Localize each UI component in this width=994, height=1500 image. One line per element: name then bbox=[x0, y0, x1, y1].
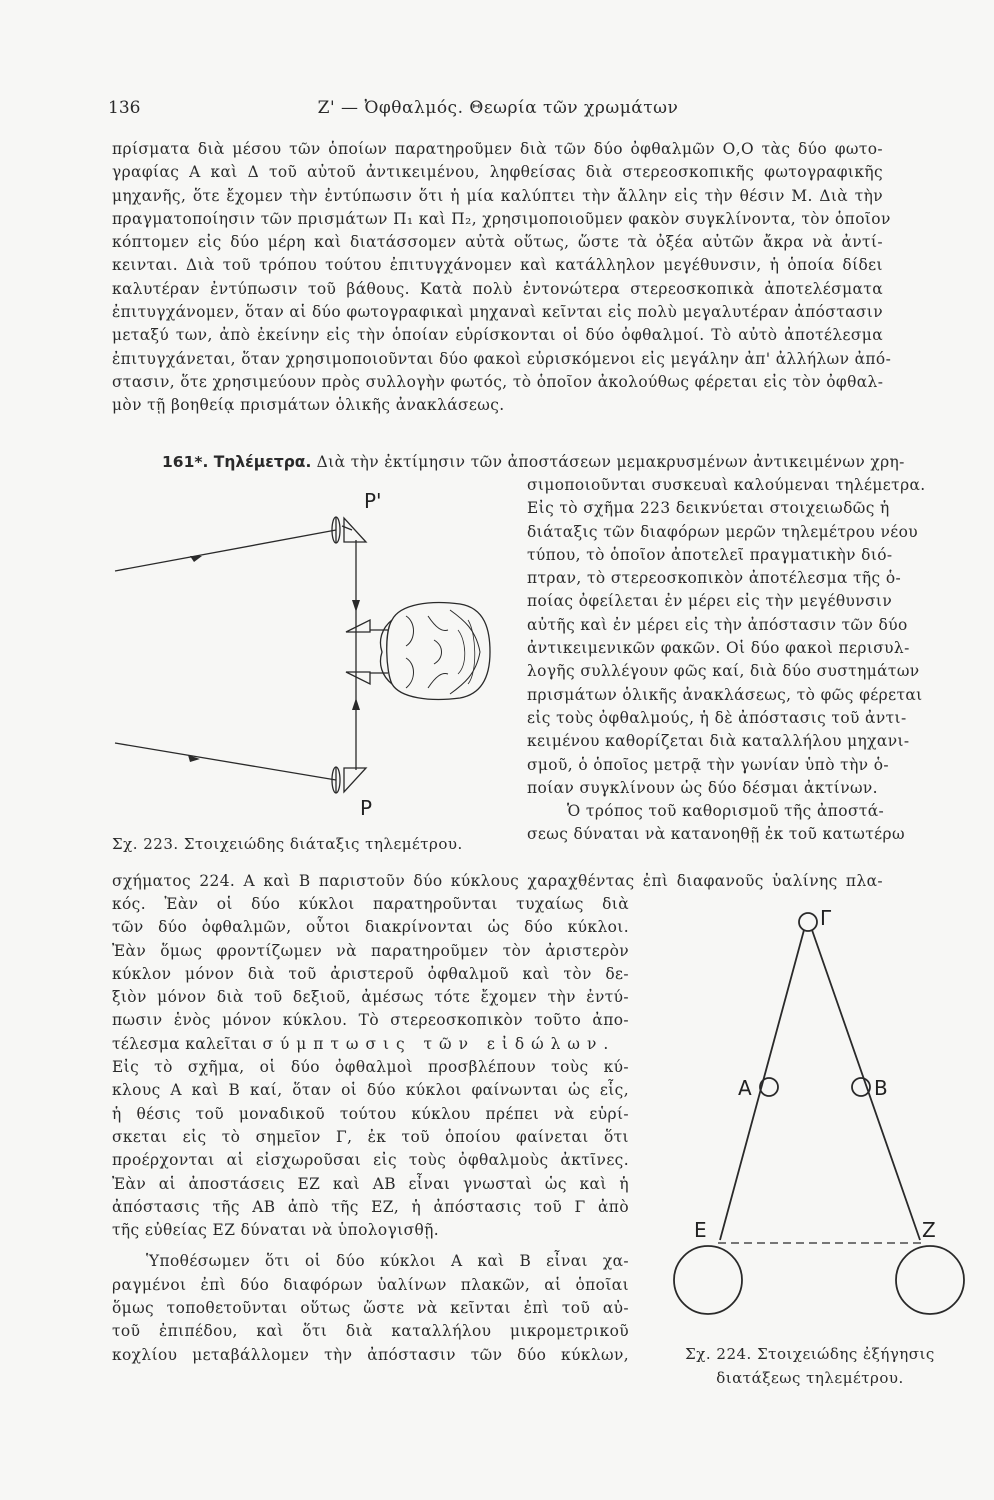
text-line: μὸν τῇ βοηθείᾳ πρισμάτων ὁλικῆς ἀνακλάσεως. bbox=[112, 396, 505, 415]
text-line: τύπου, τὸ ὁποῖον ἀποτελεῖ πραγματικὴν διό- bbox=[527, 545, 893, 564]
text-line: σκεται εἰς τὸ σημεῖον Γ, ἐκ τοῦ ὁποίου φαίνεται ὅτι bbox=[112, 1127, 629, 1146]
text-line: σιμοποιοῦνται συσκευαὶ καλούμεναι τηλέμετρα. bbox=[527, 476, 926, 494]
text-line: ποίας ὀφείλεται ἐν μέρει εἰς τὴν μεγέθυνσιν bbox=[527, 592, 893, 611]
running-header bbox=[108, 98, 888, 124]
text-line: ἐπιτυγχάνομεν, ὅταν αἱ δύο φωτογραφικαὶ μηχαναὶ κεῖνται εἰς πολὺ μεγαλυτέραν ἀπόστασιν bbox=[112, 303, 883, 322]
text-line: τῶν δύο ὀφθαλμῶν, οὗτοι διακρίνονται ὡς δύο κύκλοι. bbox=[112, 918, 629, 937]
eyepiece-prism-top bbox=[346, 620, 370, 632]
text-line: κοχλίου μεταβάλλομεν τὴν ἀπόστασιν τῶν δύο κύκλων, bbox=[112, 1345, 629, 1364]
text-line: μεταξύ των, ἀπὸ ἐκείνην εἰς τὴν ὁποίαν εὑρίσκονται οἱ δύο ὀφθαλμοί. Τὸ αὐτὸ ἀποτέλεσμα bbox=[112, 326, 883, 345]
text-line: Ἐὰν ὅμως φροντίζωμεν νὰ παρατηροῦμεν τὸν ἀριστερὸν bbox=[112, 941, 629, 960]
text-line: διάταξις τῶν διαφόρων μερῶν τηλεμέτρου νέου bbox=[527, 522, 919, 541]
text-line: καλυτέραν ἐντύπωσιν τοῦ βάθους. Κατὰ πολὺ ἐντονώτερα στερεοσκοπικὰ ἀποτελέσματα bbox=[112, 279, 883, 298]
text-line bbox=[112, 1033, 629, 1056]
text-line: κλους Α καὶ Β καί, ὅταν οἱ δύο κύκλοι φαίνωνται ὡς εἷς, bbox=[112, 1081, 629, 1100]
text-line: τῆς εὐθείας ΕΖ δύναται νὰ ὑπολογισθῇ. bbox=[112, 1221, 440, 1240]
page-number: 136 bbox=[108, 98, 141, 118]
text-line: Εἰς τὸ σχῆμα 223 δεικνύεται στοιχειωδῶς ἡ bbox=[527, 499, 890, 518]
text-line: κύκλον μόνον διὰ τοῦ ἀριστεροῦ ὀφθαλμοῦ καὶ τὸν δε- bbox=[112, 964, 629, 983]
label-a: A bbox=[738, 1076, 752, 1100]
figure-224-caption-line1: Σχ. 224. Στοιχειώδης ἐξήγησις bbox=[685, 1345, 935, 1363]
paragraph-fig224-intro bbox=[112, 870, 883, 893]
figure-224-caption bbox=[660, 1345, 960, 1387]
top-prism bbox=[344, 518, 366, 542]
figure-224-triangulation-diagram bbox=[660, 895, 960, 1335]
text-line: μηχανῆς, ὅτε ἔχομεν τὴν ἐντύπωσιν ὅτι ἡ μία καλύπτει τὴν ἄλλην εἰς τὴν θέσιν Μ. Διὰ τὴν bbox=[112, 186, 883, 205]
text-line: κεινται. Διὰ τοῦ τρόπου τούτου ἐπιτυγχάνομεν καὶ κατάλληλον μεγέθυνσιν, ἡ ὁποία δίδει bbox=[112, 256, 883, 275]
right-eye-circle bbox=[896, 1246, 964, 1314]
text-line: ποίαν συγκλίνουν ὡς δύο δέσμαι ἀκτίνων. bbox=[527, 778, 878, 797]
text-line: πρισμάτων ὁλικῆς ἀνακλάσεως, τὸ φῶς φέρεται bbox=[527, 685, 923, 704]
text-line: ἀπόστασις τῆς ΑΒ ἀπὸ τῆς ΕΖ, ἡ ἀπόστασις τοῦ Γ ἀπὸ bbox=[112, 1197, 629, 1216]
label-gamma: Γ bbox=[820, 906, 832, 930]
text-line: αὐτῆς καὶ ἐν μέρει εἰς τὴν ἀπόστασιν τῶν δύο bbox=[527, 615, 908, 634]
text-line: σμοῦ, ὁ ὁποῖος μετρᾷ τὴν γωνίαν ὑπὸ τὴν ὁ- bbox=[527, 755, 889, 774]
figure-223-rangefinder-diagram bbox=[110, 480, 520, 825]
text-line: στασιν, ὅτε χρησιμεύουν πρὸς συλλογὴν φωτός, τὸ ὁποῖον ἀκολούθως φέρεται εἰς τὸν ὀφθαλ- bbox=[112, 372, 884, 391]
text-line: κός. Ἐὰν οἱ δύο κύκλοι παρατηροῦνται τυχαίως διὰ bbox=[112, 895, 629, 913]
text-line: κειμένου καθορίζεται διὰ καταλλήλου μηχανι- bbox=[527, 732, 910, 751]
label-p: P bbox=[360, 796, 373, 820]
text-line: ὅμως τοποθετοῦνται οὕτως ὥστε νὰ κεῖνται ἐπὶ τοῦ αὐ- bbox=[112, 1299, 629, 1318]
eyepiece-prism-bottom bbox=[346, 672, 370, 684]
figure-224-caption-line2: διατάξεως τηλεμέτρου. bbox=[716, 1369, 904, 1387]
circle-a bbox=[760, 1078, 778, 1096]
text-line: πτραν, τὸ στερεοσκοπικὸν ἀποτέλεσμα τῆς ὁ- bbox=[527, 569, 902, 588]
left-sight-line bbox=[720, 930, 804, 1240]
right-column-text bbox=[527, 474, 926, 847]
text-line: Ὁ τρόπος τοῦ καθορισμοῦ τῆς ἀποστά- bbox=[567, 802, 885, 821]
text-line: Ἐὰν αἱ ἀποστάσεις ΕΖ καὶ ΑΒ εἶναι γνωσταὶ ὡς καὶ ἡ bbox=[112, 1174, 629, 1193]
label-b: B bbox=[874, 1076, 888, 1100]
text-line: ἀντικειμενικῶν φακῶν. Οἱ δύο φακοὶ περισυλ- bbox=[527, 639, 910, 658]
figure-223-caption: Σχ. 223. Στοιχειώδης διάταξις τηλεμέτρου. bbox=[112, 835, 463, 853]
incoming-ray-bottom bbox=[115, 743, 336, 780]
text-line: προέρχονται αἱ εἰσχωροῦσαι εἰς τοὺς ὀφθαλμοὺς ἀκτῖνες. bbox=[112, 1151, 629, 1170]
text-line: πραγματοποίησιν τῶν πρισμάτων Π₁ καὶ Π₂, χρησιμοποιοῦμεν φακὸν συγκλίνοντα, τὸν ὁποῖον bbox=[112, 209, 891, 228]
spaced-term-prefix: τέλεσμα καλεῖται bbox=[112, 1034, 258, 1053]
left-column-text bbox=[112, 893, 629, 1367]
text-line: πωσιν ἑνὸς μόνον κύκλου. Τὸ στερεοσκοπικὸν τοῦτο ἀπο- bbox=[112, 1011, 629, 1030]
left-eye-circle bbox=[674, 1246, 742, 1314]
point-gamma-circle bbox=[799, 913, 817, 931]
label-z: Z bbox=[922, 1218, 936, 1242]
running-title: Ζ' — Ὀφθαλμός. Θεωρία τῶν χρωμάτων bbox=[317, 98, 679, 118]
text-line: Ὑποθέσωμεν ὅτι οἱ δύο κύκλοι Α καὶ Β εἶναι χα- bbox=[146, 1252, 629, 1271]
text-line: λογῆς συλλέγουν φῶς καί, διὰ δύο συστημάτων bbox=[527, 662, 920, 681]
text-line: ραγμένοι ἐπὶ δύο διαφόρων ὑαλίνων πλακῶν, αἱ ὁποῖαι bbox=[112, 1275, 629, 1294]
label-e: E bbox=[694, 1218, 707, 1242]
right-sight-line bbox=[812, 930, 920, 1240]
text-line: κόπτομεν εἰς δύο μέρη καὶ διατάσσομεν αὐτὰ οὕτως, ὥστε τὰ ὀξέα αὐτῶν ἄκρα νὰ ἀντί- bbox=[112, 233, 883, 252]
text-line: ἡ θέσις τοῦ μοναδικοῦ τούτου κύκλου πρέπει νὰ εὑρί- bbox=[112, 1104, 629, 1123]
text-line: ἐπιτυγχάνεται, ὅταν χρησιμοποιοῦνται δύο φακοὶ εὑρισκόμενοι εἰς μεγάλην ἀπ' ἀλλήλων ἀπό- bbox=[112, 349, 892, 368]
text-line: τοῦ ἐπιπέδου, καὶ ὅτι διὰ καταλλήλου μικρομετρικοῦ bbox=[112, 1322, 629, 1341]
label-p-prime: P' bbox=[364, 489, 382, 513]
section-heading: 161*. Τηλέμετρα. bbox=[162, 453, 312, 471]
text-line: εἰς τοὺς ὀφθαλμούς, ἡ δὲ ἀπόστασις τοῦ ἀντι- bbox=[527, 708, 907, 727]
spaced-term: σύμπτωσις τῶν εἰδώλων. bbox=[262, 1034, 616, 1053]
incoming-ray-top bbox=[115, 530, 336, 571]
text-line: Εἰς τὸ σχῆμα, οἱ δύο ὀφθαλμοὶ προσβλέπουν τοὺς κύ- bbox=[112, 1058, 629, 1077]
paragraph-prisms bbox=[112, 138, 892, 418]
section-first-line-text: Διὰ τὴν ἐκτίμησιν τῶν ἀποστάσεων μεμακρυσμένων ἀντικειμένων χρη- bbox=[316, 453, 905, 471]
text-line: γραφίας Α καὶ Δ τοῦ αὐτοῦ ἀντικειμένου, ληφθείσας διὰ στερεοσκοπικῆς φωτογραφικῆς bbox=[112, 163, 883, 182]
bottom-prism bbox=[344, 768, 366, 792]
text-line: σεως δύναται νὰ κατανοηθῇ ἐκ τοῦ κατωτέρω bbox=[527, 825, 905, 844]
section-161-first-line bbox=[162, 451, 905, 474]
observer-head-illustration bbox=[380, 603, 490, 700]
text-line: ξιὸν μόνον διὰ τοῦ δεξιοῦ, ἀμέσως τότε ἔχομεν τὴν ἐντύ- bbox=[112, 988, 629, 1007]
text-line: πρίσματα διὰ μέσου τῶν ὁποίων παρατηροῦμεν διὰ τῶν δύο ὀφθαλμῶν Ο,Ο τὰς δύο φωτο- bbox=[112, 140, 883, 158]
text-line: σχήματος 224. Α καὶ Β παριστοῦν δύο κύκλους χαραχθέντας ἐπὶ διαφανοῦς ὑαλίνης πλα- bbox=[112, 872, 883, 890]
